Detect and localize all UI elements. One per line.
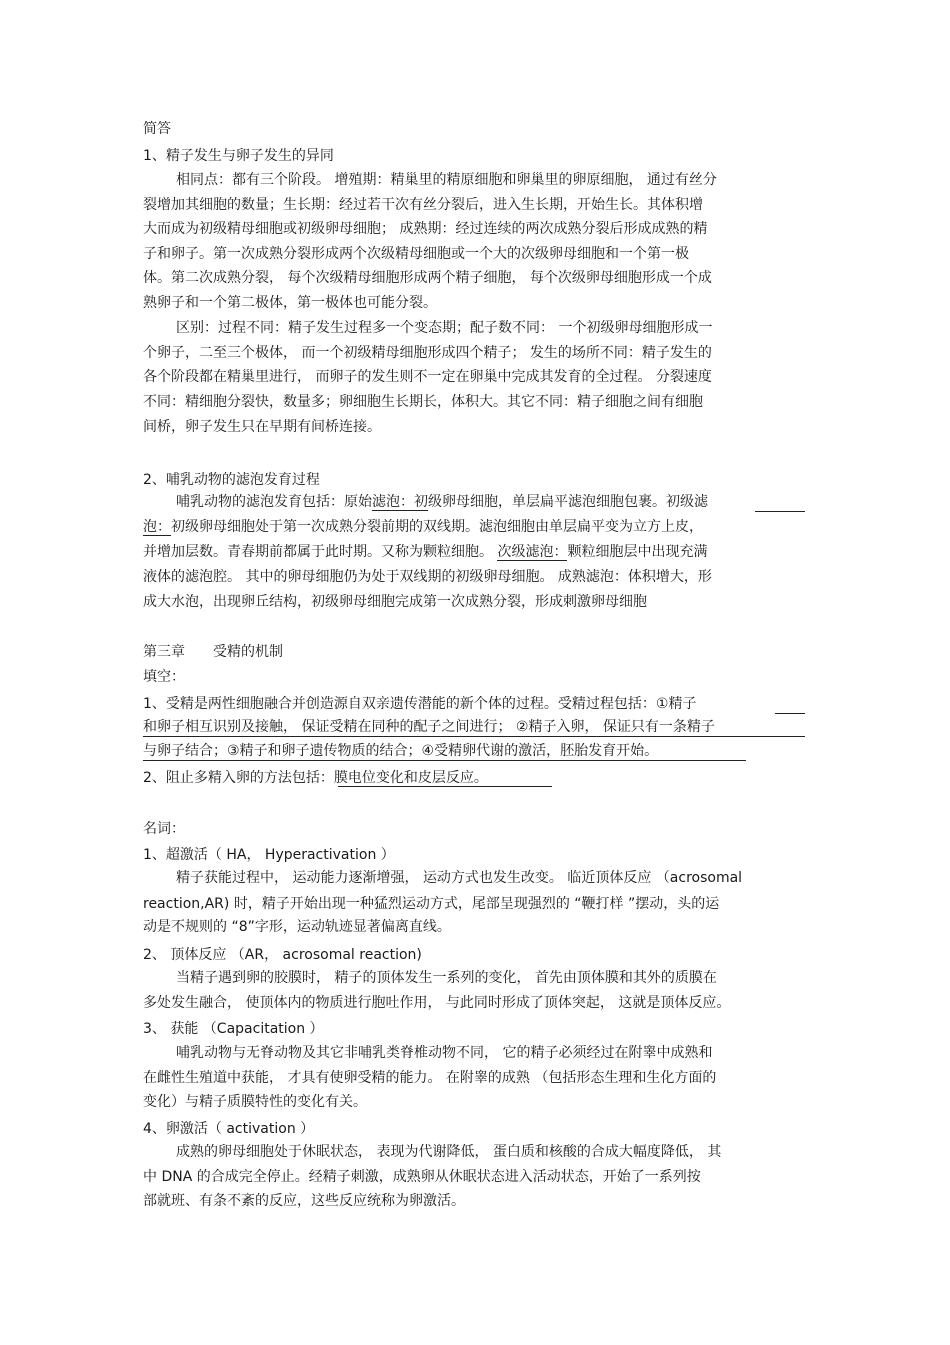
chapter-title: 受精的机制 [213, 644, 283, 660]
paragraph-line: 2、阻止多精入卵的方法包括：膜电位变化和皮层反应。 [143, 770, 488, 786]
paragraph-line: 部就班、有条不紊的反应，这些反应统称为卵激活。 [143, 1193, 465, 1209]
term-title: 1、超激活（ HA， Hyperactivation ） [143, 847, 395, 863]
text-segment: 哺乳动物的滤泡发育包括：原始 [176, 494, 372, 510]
text-segment: 颗粒细胞层中出现充满 [567, 544, 708, 560]
blank-line [755, 511, 805, 512]
paragraph-line: reaction,AR) 时，精子开始出现一种猛烈运动方式，尾部呈现强烈的 “鞭打样 ”摆动，头的运 [143, 896, 720, 912]
blank-line [143, 736, 805, 737]
paragraph-line: 相同点：都有三个阶段。 增殖期：精巢里的精原细胞和卵巢里的卵原细胞， 通过有丝分 [176, 172, 717, 188]
paragraph-line: 哺乳动物与无脊动物及其它非哺乳类脊椎动物不同， 它的精子必须经过在附睾中成熟和 [176, 1045, 713, 1061]
term-title: 4、卵激活（ activation ） [143, 1121, 315, 1137]
paragraph-line: 熟卵子和一个第二极体，第一极体也可能分裂。 [143, 295, 437, 311]
paragraph-line: 当精子遇到卵的胶膜时， 精子的顶体发生一系列的变化， 首先由顶体膜和其外的质膜在 [176, 970, 717, 986]
paragraph-line: 不同：精细胞分裂快，数量多；卵细胞生长期长，体积大。其它不同：精子细胞之间有细胞 [143, 394, 703, 410]
paragraph-line: 成熟的卵母细胞处于休眠状态， 表现为代谢降低， 蛋白质和核酸的合成大幅度降低， 其 [176, 1144, 722, 1160]
paragraph-line: 1、受精是两性细胞融合并创造源自双亲遗传潜能的新个体的过程。受精过程包括：①精子 [143, 696, 697, 712]
chapter-heading [143, 642, 283, 662]
section-heading: 简答 [143, 121, 171, 137]
question-title: 1、精子发生与卵子发生的异同 [143, 148, 334, 164]
underlined-term: 次级滤泡： [497, 544, 568, 560]
paragraph-line: 液体的滤泡腔。 其中的卵母细胞仍为处于双线期的初级卵母细胞。 成熟滤泡：体积增大，形 [143, 569, 712, 585]
section-heading: 名词： [143, 821, 185, 837]
paragraph-line: 变化）与精子质膜特性的变化有关。 [143, 1094, 367, 1110]
paragraph-line: 大而成为初级精母细胞或初级卵母细胞； 成熟期：经过连续的两次成熟分裂后形成成熟的精 [143, 221, 708, 237]
text-segment: 初级卵母细胞处于第一次成熟分裂前期的双线期。滤泡细胞由单层扁平变为立方上皮， [171, 519, 703, 535]
term-title: 2、 顶体反应 （AR， acrosomal reaction) [143, 947, 422, 963]
paragraph-line: 裂增加其细胞的数量；生长期：经过若干次有丝分裂后，进入生长期，开始生长。其体积增 [143, 197, 703, 213]
chapter-number: 第三章 [143, 644, 185, 660]
text-segment: 并增加层数。青春期前都属于此时期。又称为颗粒细胞。 [143, 544, 498, 560]
paragraph-line [143, 542, 707, 562]
paragraph-line: 体。第二次成熟分裂， 每个次级精母细胞形成两个精子细胞， 每个次级卵母细胞形成一个成 [143, 270, 712, 286]
paragraph-line: 多处发生融合， 使顶体内的物质进行胞吐作用， 与此同时形成了顶体突起， 这就是顶体反应。 [143, 995, 731, 1011]
paragraph-line [176, 492, 708, 512]
blank-line [338, 786, 552, 787]
underlined-term: 泡： [143, 519, 171, 535]
paragraph-line: 区别：过程不同：精子发生过程多一个变态期；配子数不同： 一个初级卵母细胞形成一 [176, 320, 713, 336]
paragraph-line [143, 517, 703, 537]
paragraph-line: 子和卵子。第一次成熟分裂形成两个次级精母细胞或一个大的次级卵母细胞和一个第一极 [143, 246, 689, 262]
paragraph-line: 与卵子结合；③精子和卵子遗传物质的结合；④受精卵代谢的激活，胚胎发育开始。 [143, 743, 659, 759]
paragraph-line: 动是不规则的 “8”字形，运动轨迹显著偏离直线。 [143, 919, 451, 935]
paragraph-line: 中 DNA 的合成完全停止。经精子刺激，成熟卵从休眠状态进入活动状态，开始了一系列按 [143, 1169, 701, 1185]
paragraph-line: 和卵子相互识别及接触， 保证受精在同种的配子之间进行； ②精子入卵， 保证只有一条精子 [143, 719, 715, 735]
paragraph-line: 精子获能过程中， 运动能力逐渐增强， 运动方式也发生改变。 临近顶体反应 （acrosomal [176, 870, 743, 886]
blank-line [775, 713, 805, 714]
underlined-term: 滤泡：初 [372, 494, 428, 510]
term-title: 3、 获能 （Capacitation ） [143, 1021, 324, 1037]
text-segment: 级卵母细胞，单层扁平滤泡细胞包裹。初级滤 [428, 494, 708, 510]
question-title: 2、哺乳动物的滤泡发育过程 [143, 472, 320, 488]
paragraph-line: 间桥，卵子发生只在早期有间桥连接。 [143, 419, 381, 435]
paragraph-line: 在雌性生殖道中获能， 才具有使卵受精的能力。 在附睾的成熟 （包括形态生理和生化方面的 [143, 1070, 717, 1086]
blank-line [143, 760, 746, 761]
section-heading: 填空： [143, 669, 185, 685]
paragraph-line: 成大水泡，出现卵丘结构，初级卵母细胞完成第一次成熟分裂，形成刺激卵母细胞 [143, 594, 647, 610]
paragraph-line: 个卵子，二至三个极体， 而一个初级精母细胞形成四个精子； 发生的场所不同：精子发生的 [143, 345, 712, 361]
paragraph-line: 各个阶段都在精巢里进行， 而卵子的发生则不一定在卵巢中完成其发育的全过程。 分裂速度 [143, 369, 712, 385]
